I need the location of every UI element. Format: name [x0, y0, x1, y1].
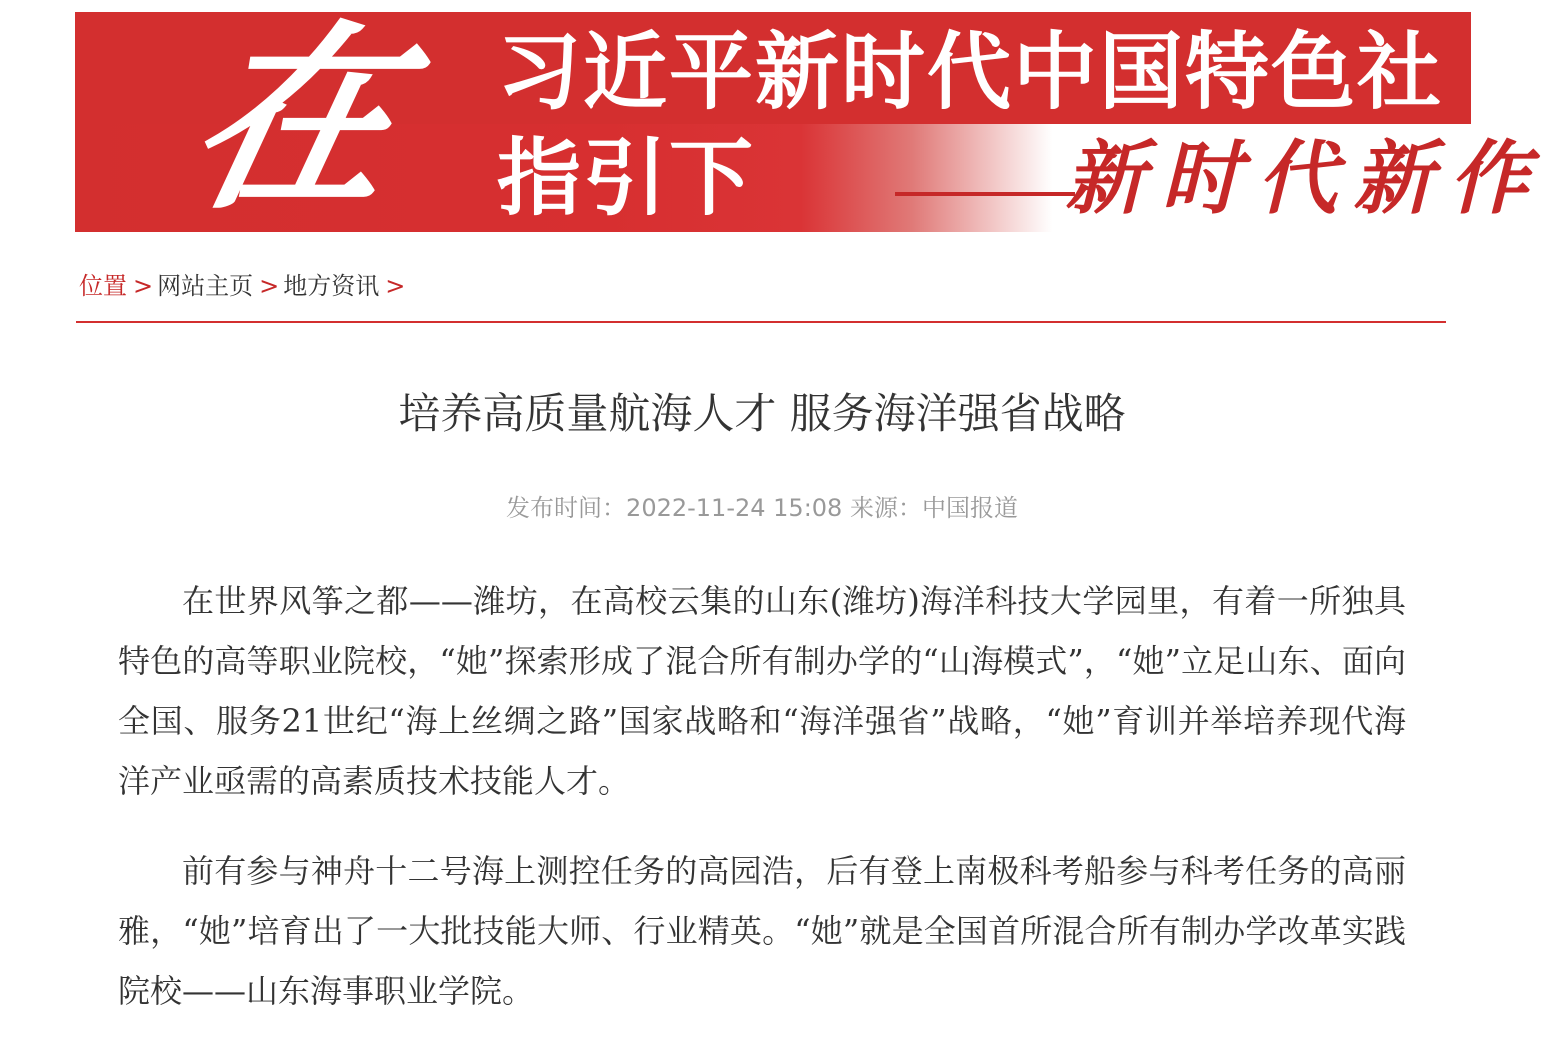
article-paragraph: 在世界风筝之都——潍坊，在高校云集的山东(潍坊)海洋科技大学园里，有着一所独具特色的高等职业院校，“她”探索形成了混合所有制办学的“山海模式”，“她”立足山东、面向全国、服务21世纪“海上丝绸之路”国家战略和“海洋强省”战略，“她”育训并举培养现代海洋产业亟需的高素质技术技能人才。 — [118, 582, 1406, 800]
header-divider — [76, 321, 1446, 323]
breadcrumb-link-home[interactable]: 网站主页 — [157, 272, 254, 300]
article-paragraph: 前有参与神舟十二号海上测控任务的高园浩，后有登上南极科考船参与科考任务的高丽雅，“她”培育出了一大批技能大师、行业精英。“她”就是全国首所混合所有制办学改革实践院校——山东海事职业学院。 — [118, 852, 1406, 1010]
article-meta: 发布时间：2022-11-24 15:08 来源：中国报道 — [506, 494, 1018, 522]
banner-title-line-2: 指引下 — [497, 129, 756, 227]
banner-dash — [895, 192, 1075, 196]
breadcrumb-location-label: 位置 — [79, 272, 127, 300]
article-title: 培养高质量航海人才 服务海洋强省战略 — [398, 389, 1126, 438]
breadcrumb — [79, 268, 409, 304]
article-body — [118, 571, 1406, 1051]
breadcrumb-separator: > — [385, 272, 406, 300]
banner-title-line-1: 习近平新时代中国特色社 — [497, 23, 1444, 121]
breadcrumb-separator: > — [259, 272, 280, 300]
banner-big-character: 在 — [170, 2, 421, 237]
banner-slogan: 新时代新作 — [1065, 131, 1545, 225]
breadcrumb-link-local-news[interactable]: 地方资讯 — [283, 272, 380, 300]
breadcrumb-separator: > — [133, 272, 154, 300]
header-banner — [75, 2, 1545, 237]
